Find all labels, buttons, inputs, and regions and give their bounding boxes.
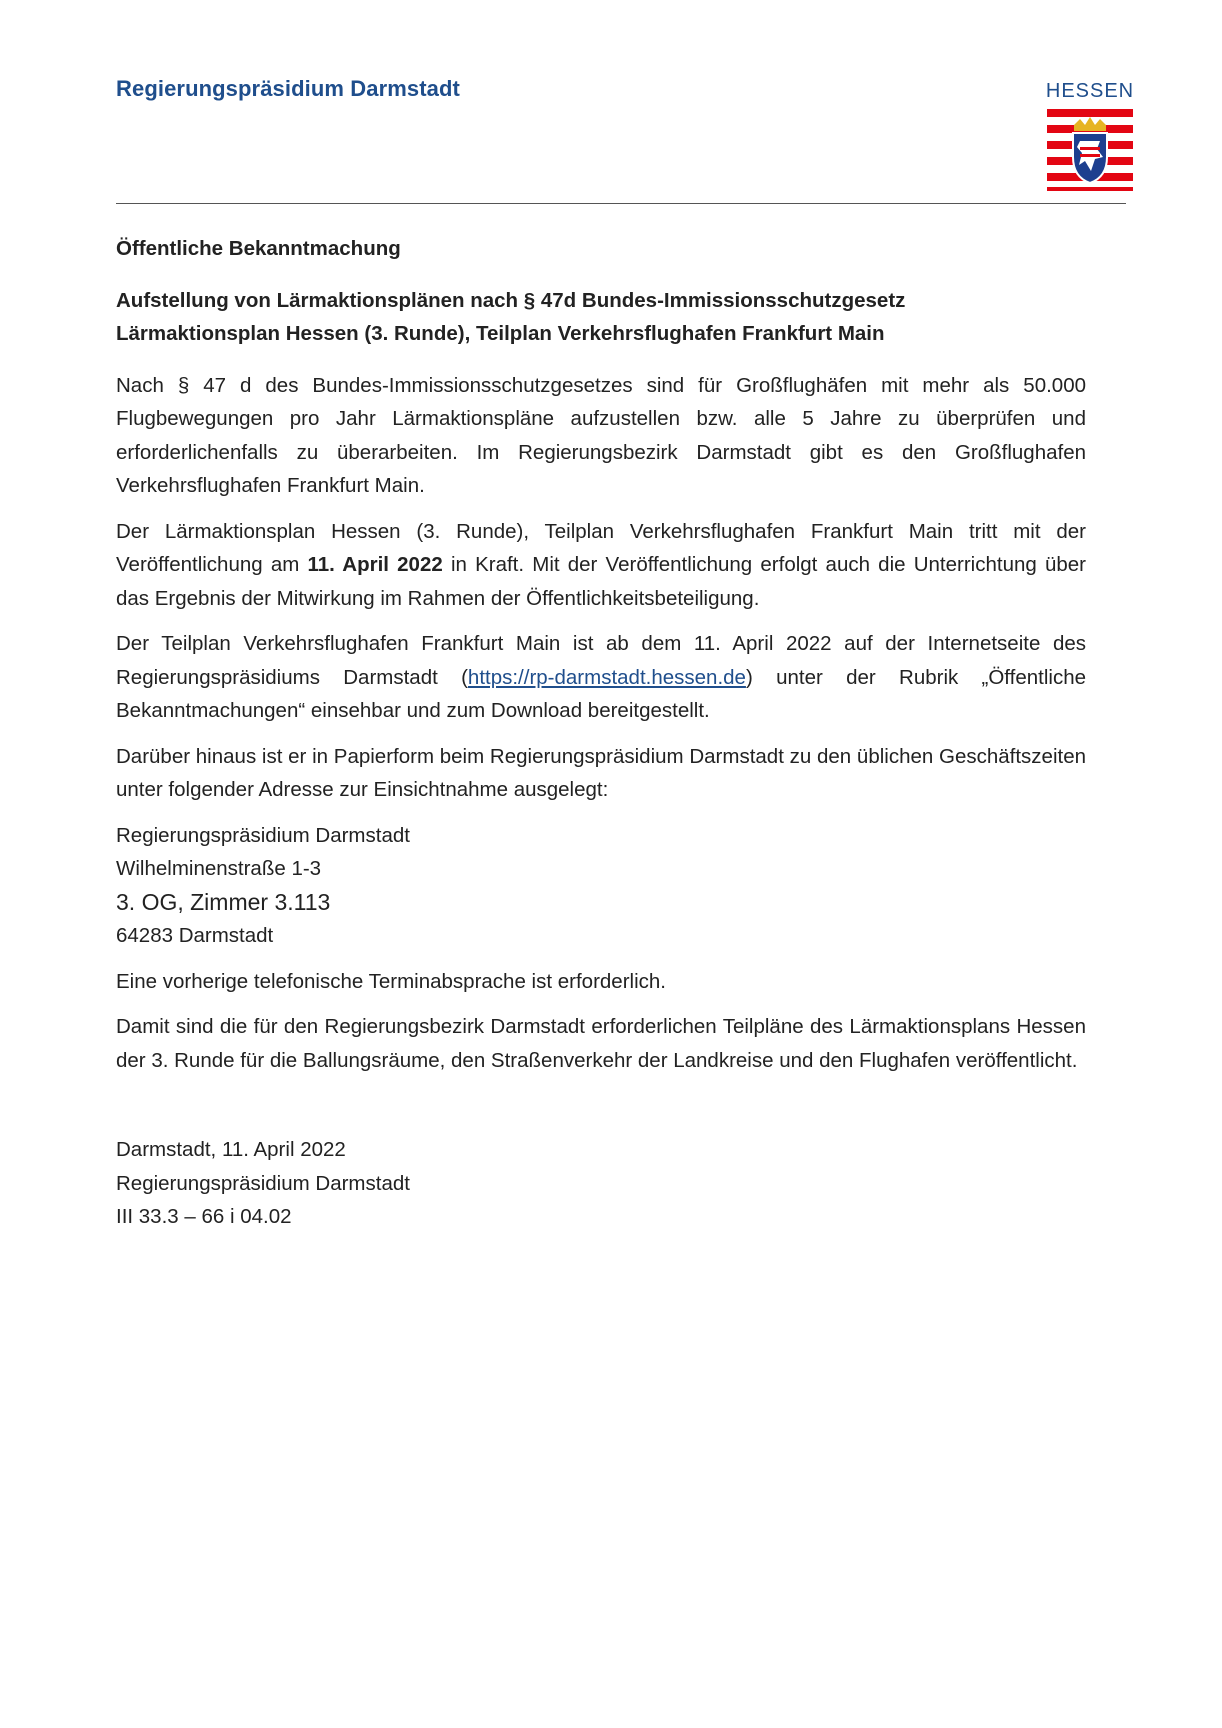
address-line-4: 64283 Darmstadt [116,924,274,947]
inspection-address [116,819,1086,953]
notice-subheading [116,284,1086,351]
paragraph-effective-date [116,515,1086,616]
paragraph-online-text-a: Der Teilplan Verkehrsflughafen Frankfurt Main ist ab dem 11. April 2022 auf der Internetseite des Regierungspräsidiums Darmstadt ( [116,632,1086,689]
website-link[interactable]: https://rp-darmstadt.hessen.de [467,665,746,689]
hessen-logo [1045,80,1135,191]
notice-heading: Öffentliche Bekanntmachung [116,237,401,260]
document-body [116,232,1086,1234]
address-line-2: Wilhelminenstraße 1-3 [116,857,322,880]
paragraph-legal-basis: Nach § 47 d des Bundes-Immissionsschutzgesetzes sind für Großflughäfen mit mehr als 50.000 Flugbewegungen pro Jahr Lärmaktionspläne aufzustellen bzw. alle 5 Jahre zu überprüfen und erforderlichenfalls zu überarbeiten. Im Regierungsbezirk Darmstadt gibt es den Großflughafen Verkehrsflughafen Frankfurt Main. [116,373,1086,497]
subheading-line-1: Aufstellung von Lärmaktionsplänen nach § 47d Bundes-Immissionsschutzgesetz [116,288,906,312]
signature-reference: III 33.3 – 66 i 04.02 [116,1205,292,1228]
hessen-coat-of-arms-icon [1047,107,1133,191]
paragraph-appointment: Eine vorherige telefonische Terminabsprache ist erforderlich. [116,969,666,993]
paragraph-conclusion: Damit sind die für den Regierungsbezirk Darmstadt erforderlichen Teilpläne des Lärmaktionsplans Hessen der 3. Runde für die Ballungsräume, den Straßenverkehr der Landkreise und den Flughafen veröffentlicht. [116,1015,1086,1072]
subheading-line-2: Lärmaktionsplan Hessen (3. Runde), Teilplan Verkehrsflughafen Frankfurt Main [116,322,885,345]
logo-wordmark: HESSEN [1045,80,1135,102]
signature-authority: Regierungspräsidium Darmstadt [116,1171,410,1195]
paragraph-online-availability [116,627,1086,728]
header-divider [116,203,1126,204]
paragraph-effective-date-text-a: Der Lärmaktionsplan Hessen (3. Runde), Teilplan Verkehrsflughafen Frankfurt Main tritt mit der Veröffentlichung am [116,519,1086,576]
effective-date: 11. April 2022 [307,553,443,576]
address-line-3: 3. OG, Zimmer 3.113 [116,888,331,915]
signature-place-date: Darmstadt, 11. April 2022 [116,1138,346,1161]
paragraph-paper-inspection: Darüber hinaus ist er in Papierform beim Regierungspräsidium Darmstadt zu den üblichen Geschäftszeiten unter folgender Adresse zur Einsichtnahme ausgelegt: [116,744,1086,801]
signature-block [116,1133,1086,1234]
paragraph-effective-date-text-b: in Kraft. Mit der Veröffentlichung erfolgt auch die Unterrichtung über das Ergebnis der Mitwirkung im Rahmen der Öffentlichkeitsbeteiligung. [116,553,1086,610]
organization-title: Regierungspräsidium Darmstadt [116,76,460,101]
paragraph-online-text-b: ) unter der Rubrik „Öffentliche Bekanntmachungen“ einsehbar und zum Download bereitgestellt. [116,665,1086,722]
address-line-1: Regierungspräsidium Darmstadt [116,823,410,847]
